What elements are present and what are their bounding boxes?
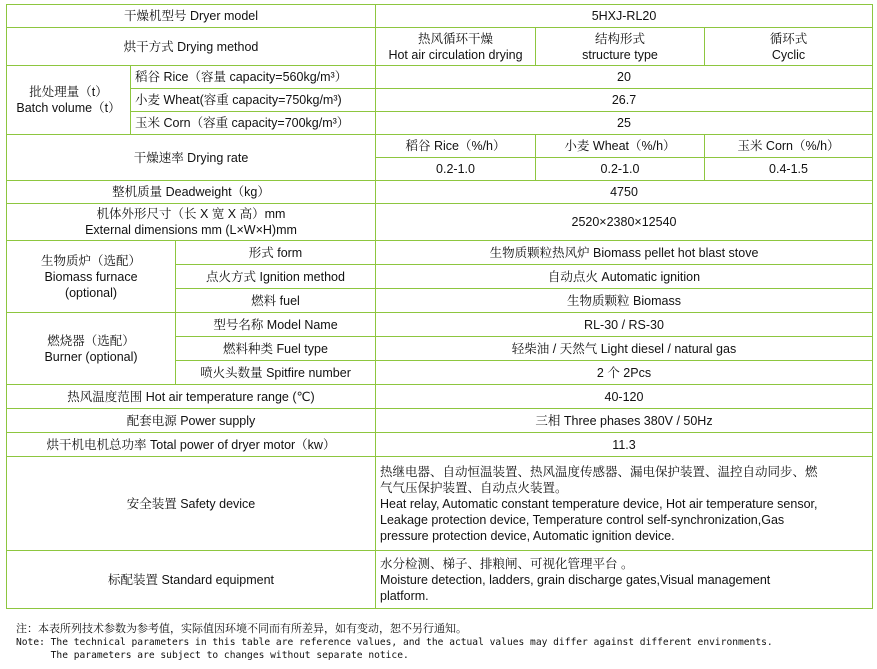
row-drying-method bbox=[7, 28, 873, 66]
safety-line: Heat relay, Automatic constant temperature device, Hot air temperature sensor, bbox=[380, 496, 818, 511]
standard-value bbox=[376, 551, 873, 609]
power-supply-value: 三相 Three phases 380V / 50Hz bbox=[376, 409, 873, 433]
furnace-label-en: Biomass furnace bbox=[44, 269, 138, 284]
cyclic-en: Cyclic bbox=[771, 47, 806, 62]
deadweight-value: 4750 bbox=[376, 181, 873, 204]
standard-line: platform. bbox=[380, 588, 429, 603]
burner-model-label: 型号名称 Model Name bbox=[176, 313, 376, 337]
safety-line: Leakage protection device, Temperature control self-synchronization,Gas bbox=[380, 512, 785, 527]
burner-spitfire-value: 2 个 2Pcs bbox=[376, 361, 873, 385]
drying-rate-header-wheat: 小麦 Wheat（%/h） bbox=[536, 135, 705, 158]
batch-label-en: Batch volume（t） bbox=[16, 101, 121, 115]
furnace-form-label: 形式 form bbox=[176, 241, 376, 265]
cyclic-cn: 循环式 bbox=[769, 31, 808, 46]
hot-air-en: Hot air circulation drying bbox=[388, 47, 523, 62]
model-label: 干燥机型号 Dryer model bbox=[7, 5, 376, 28]
motor-power-label: 烘干机电机总功率 Total power of dryer motor（kw） bbox=[7, 433, 376, 457]
batch-rice-label: 稻谷 Rice（容量 capacity=560kg/m³） bbox=[131, 66, 376, 89]
hot-air-cn: 热风循环干燥 bbox=[417, 31, 493, 46]
batch-wheat-value: 26.7 bbox=[376, 89, 873, 112]
burner-label bbox=[7, 313, 176, 385]
furnace-fuel-label: 燃料 fuel bbox=[176, 289, 376, 313]
drying-rate-value-wheat: 0.2-1.0 bbox=[536, 158, 705, 181]
motor-power-value: 11.3 bbox=[376, 433, 873, 457]
structure-cn: 结构形式 bbox=[594, 31, 645, 46]
dimensions-value: 2520×2380×12540 bbox=[376, 204, 873, 241]
drying-rate-value-corn: 0.4-1.5 bbox=[705, 158, 873, 181]
row-dimensions bbox=[7, 204, 873, 241]
temp-range-label: 热风温度范围 Hot air temperature range (℃) bbox=[7, 385, 376, 409]
row-standard bbox=[7, 551, 873, 609]
row-burner-model bbox=[7, 313, 873, 337]
batch-label bbox=[7, 66, 131, 135]
drying-method-cyclic bbox=[705, 28, 873, 66]
burner-fuel-label: 燃料种类 Fuel type bbox=[176, 337, 376, 361]
row-power-supply bbox=[7, 409, 873, 433]
safety-label: 安全装置 Safety device bbox=[7, 457, 376, 551]
furnace-ignition-value: 自动点火 Automatic ignition bbox=[376, 265, 873, 289]
note-en-1: Note: The technical parameters in this table are reference values, and the actual values may differ against different environments. bbox=[16, 637, 773, 648]
row-safety bbox=[7, 457, 873, 551]
standard-line: 水分检测、梯子、排粮闸、可视化管理平台 。 bbox=[380, 556, 634, 571]
standard-line: Moisture detection, ladders, grain discharge gates,Visual management bbox=[380, 572, 771, 587]
temp-range-value: 40-120 bbox=[376, 385, 873, 409]
batch-rice-value: 20 bbox=[376, 66, 873, 89]
spec-table bbox=[6, 4, 873, 609]
footnotes bbox=[16, 621, 773, 662]
burner-model-value: RL-30 / RS-30 bbox=[376, 313, 873, 337]
drying-rate-header-corn: 玉米 Corn（%/h） bbox=[705, 135, 873, 158]
batch-corn-label: 玉米 Corn（容重 capacity=700kg/m³） bbox=[131, 112, 376, 135]
model-value: 5HXJ-RL20 bbox=[376, 5, 873, 28]
row-motor-power bbox=[7, 433, 873, 457]
batch-wheat-label: 小麦 Wheat(容重 capacity=750kg/m³) bbox=[131, 89, 376, 112]
dimensions-label-cn: 机体外形尺寸（长 X 宽 X 高）mm bbox=[96, 207, 286, 221]
drying-rate-header-rice: 稻谷 Rice（%/h） bbox=[376, 135, 536, 158]
burner-label-en: Burner (optional) bbox=[44, 349, 138, 364]
row-temp-range bbox=[7, 385, 873, 409]
furnace-form-value: 生物质颗粒热风炉 Biomass pellet hot blast stove bbox=[376, 241, 873, 265]
row-model bbox=[7, 5, 873, 28]
burner-label-cn: 燃烧器（选配） bbox=[47, 333, 135, 348]
row-furnace-form bbox=[7, 241, 873, 265]
dimensions-label bbox=[7, 204, 376, 241]
batch-label-cn: 批处理量（t） bbox=[29, 85, 108, 99]
drying-rate-value-rice: 0.2-1.0 bbox=[376, 158, 536, 181]
note-en-2: The parameters are subject to changes without separate notice. bbox=[16, 650, 409, 661]
row-deadweight bbox=[7, 181, 873, 204]
safety-value bbox=[376, 457, 873, 551]
note-cn: 注：本表所列技术参数为参考值，实际值因环境不同而有所差异，如有变动，恕不另行通知。 bbox=[16, 622, 467, 635]
burner-spitfire-label: 喷火头数量 Spitfire number bbox=[176, 361, 376, 385]
structure-en: structure type bbox=[582, 47, 658, 62]
row-drying-rate-header bbox=[7, 135, 873, 158]
safety-line: pressure protection device, Automatic ignition device. bbox=[380, 528, 675, 543]
batch-corn-value: 25 bbox=[376, 112, 873, 135]
furnace-label-cn: 生物质炉（选配） bbox=[40, 253, 141, 268]
row-batch-rice bbox=[7, 66, 873, 89]
safety-line: 气气压保护装置、自动点火装置。 bbox=[380, 480, 568, 495]
safety-line: 热继电器、自动恒温装置、热风温度传感器、漏电保护装置、温控自动同步、燃 bbox=[380, 464, 818, 479]
drying-rate-label: 干燥速率 Drying rate bbox=[7, 135, 376, 181]
standard-label: 标配装置 Standard equipment bbox=[7, 551, 376, 609]
furnace-label bbox=[7, 241, 176, 313]
burner-fuel-value: 轻柴油 / 天然气 Light diesel / natural gas bbox=[376, 337, 873, 361]
furnace-fuel-value: 生物质颗粒 Biomass bbox=[376, 289, 873, 313]
dimensions-label-en: External dimensions mm (L×W×H)mm bbox=[85, 223, 297, 237]
power-supply-label: 配套电源 Power supply bbox=[7, 409, 376, 433]
drying-method-hot-air bbox=[376, 28, 536, 66]
furnace-label-optional: (optional) bbox=[64, 285, 118, 300]
drying-method-structure bbox=[536, 28, 705, 66]
furnace-ignition-label: 点火方式 Ignition method bbox=[176, 265, 376, 289]
row-batch-corn bbox=[7, 112, 873, 135]
row-batch-wheat bbox=[7, 89, 873, 112]
drying-method-label: 烘干方式 Drying method bbox=[7, 28, 376, 66]
deadweight-label: 整机质量 Deadweight（kg） bbox=[7, 181, 376, 204]
